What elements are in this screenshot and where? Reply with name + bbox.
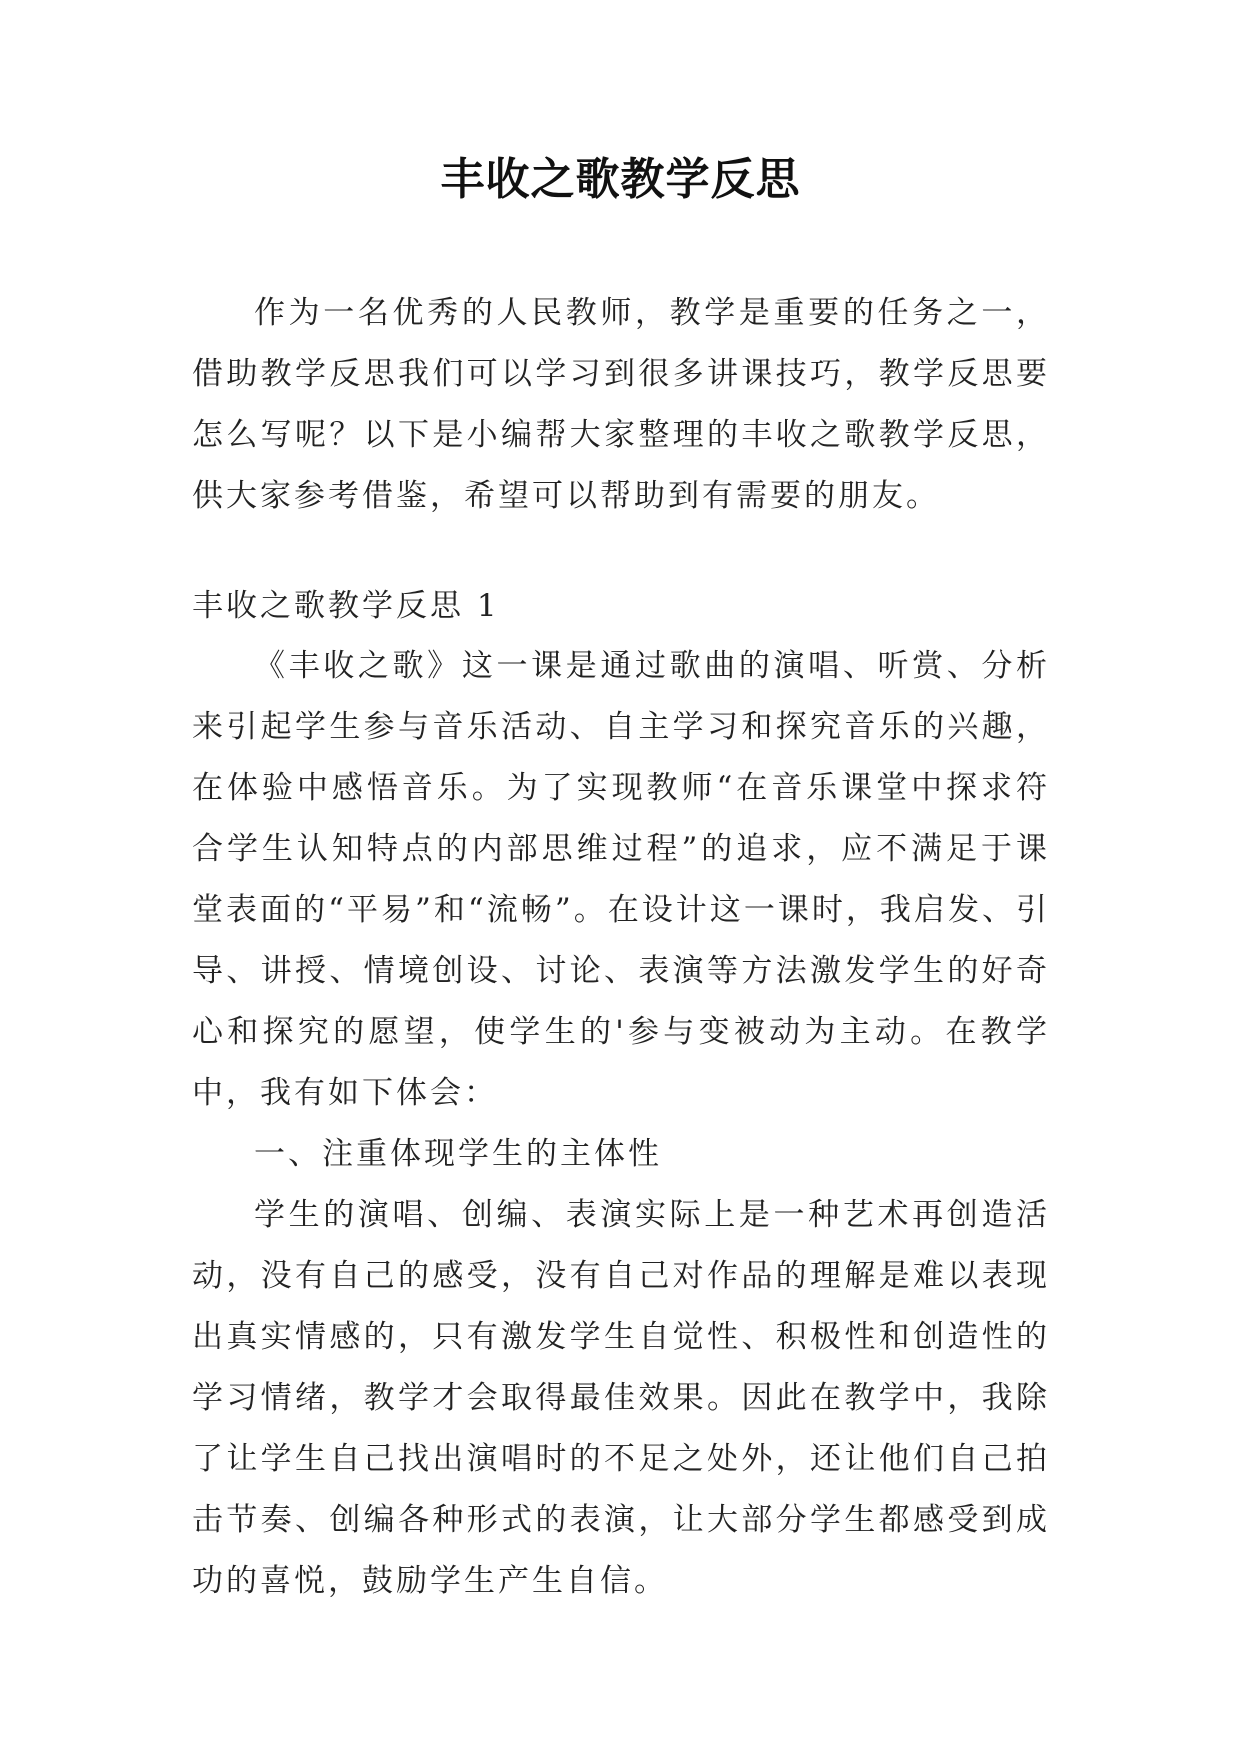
section-body [192, 636, 1050, 1612]
document-title: 丰收之歌教学反思 [440, 154, 801, 205]
section-heading: 丰收之歌教学反思 1 [192, 588, 500, 624]
body-paragraph: 学生的演唱、创编、表演实际上是一种艺术再创造活动，没有自己的感受，没有自己对作品的理解是难以表现出真实情感的，只有激发学生自觉性、积极性和创造性的学习情绪，教学才会取得最佳效果。因此在教学中，我除了让学生自己找出演唱时的不足之处外，还让他们自己拍击节奏、创编各种形式的表演，让大部分学生都感受到成功的喜悦，鼓励学生产生自信。 [192, 1197, 1050, 1599]
body-paragraph: 《丰收之歌》这一课是通过歌曲的演唱、听赏、分析来引起学生参与音乐活动、自主学习和探究音乐的兴趣，在体验中感悟音乐。为了实现教师“在音乐课堂中探求符合学生认知特点的内部思维过程”的追求，应不满足于课堂表面的“平易”和“流畅”。在设计这一课时，我启发、引导、讲授、情境创设、讨论、表演等方法激发学生的好奇心和探究的愿望，使学生的'参与变被动为主动。在教学中，我有如下体会： [192, 648, 1050, 1111]
intro-paragraph: 作为一名优秀的人民教师，教学是重要的任务之一，借助教学反思我们可以学习到很多讲课技巧，教学反思要怎么写呢？以下是小编帮大家整理的丰收之歌教学反思，供大家参考借鉴，希望可以帮助到有需要的朋友。 [192, 295, 1050, 514]
subheading-paragraph: 一、注重体现学生的主体性 [254, 1136, 662, 1172]
